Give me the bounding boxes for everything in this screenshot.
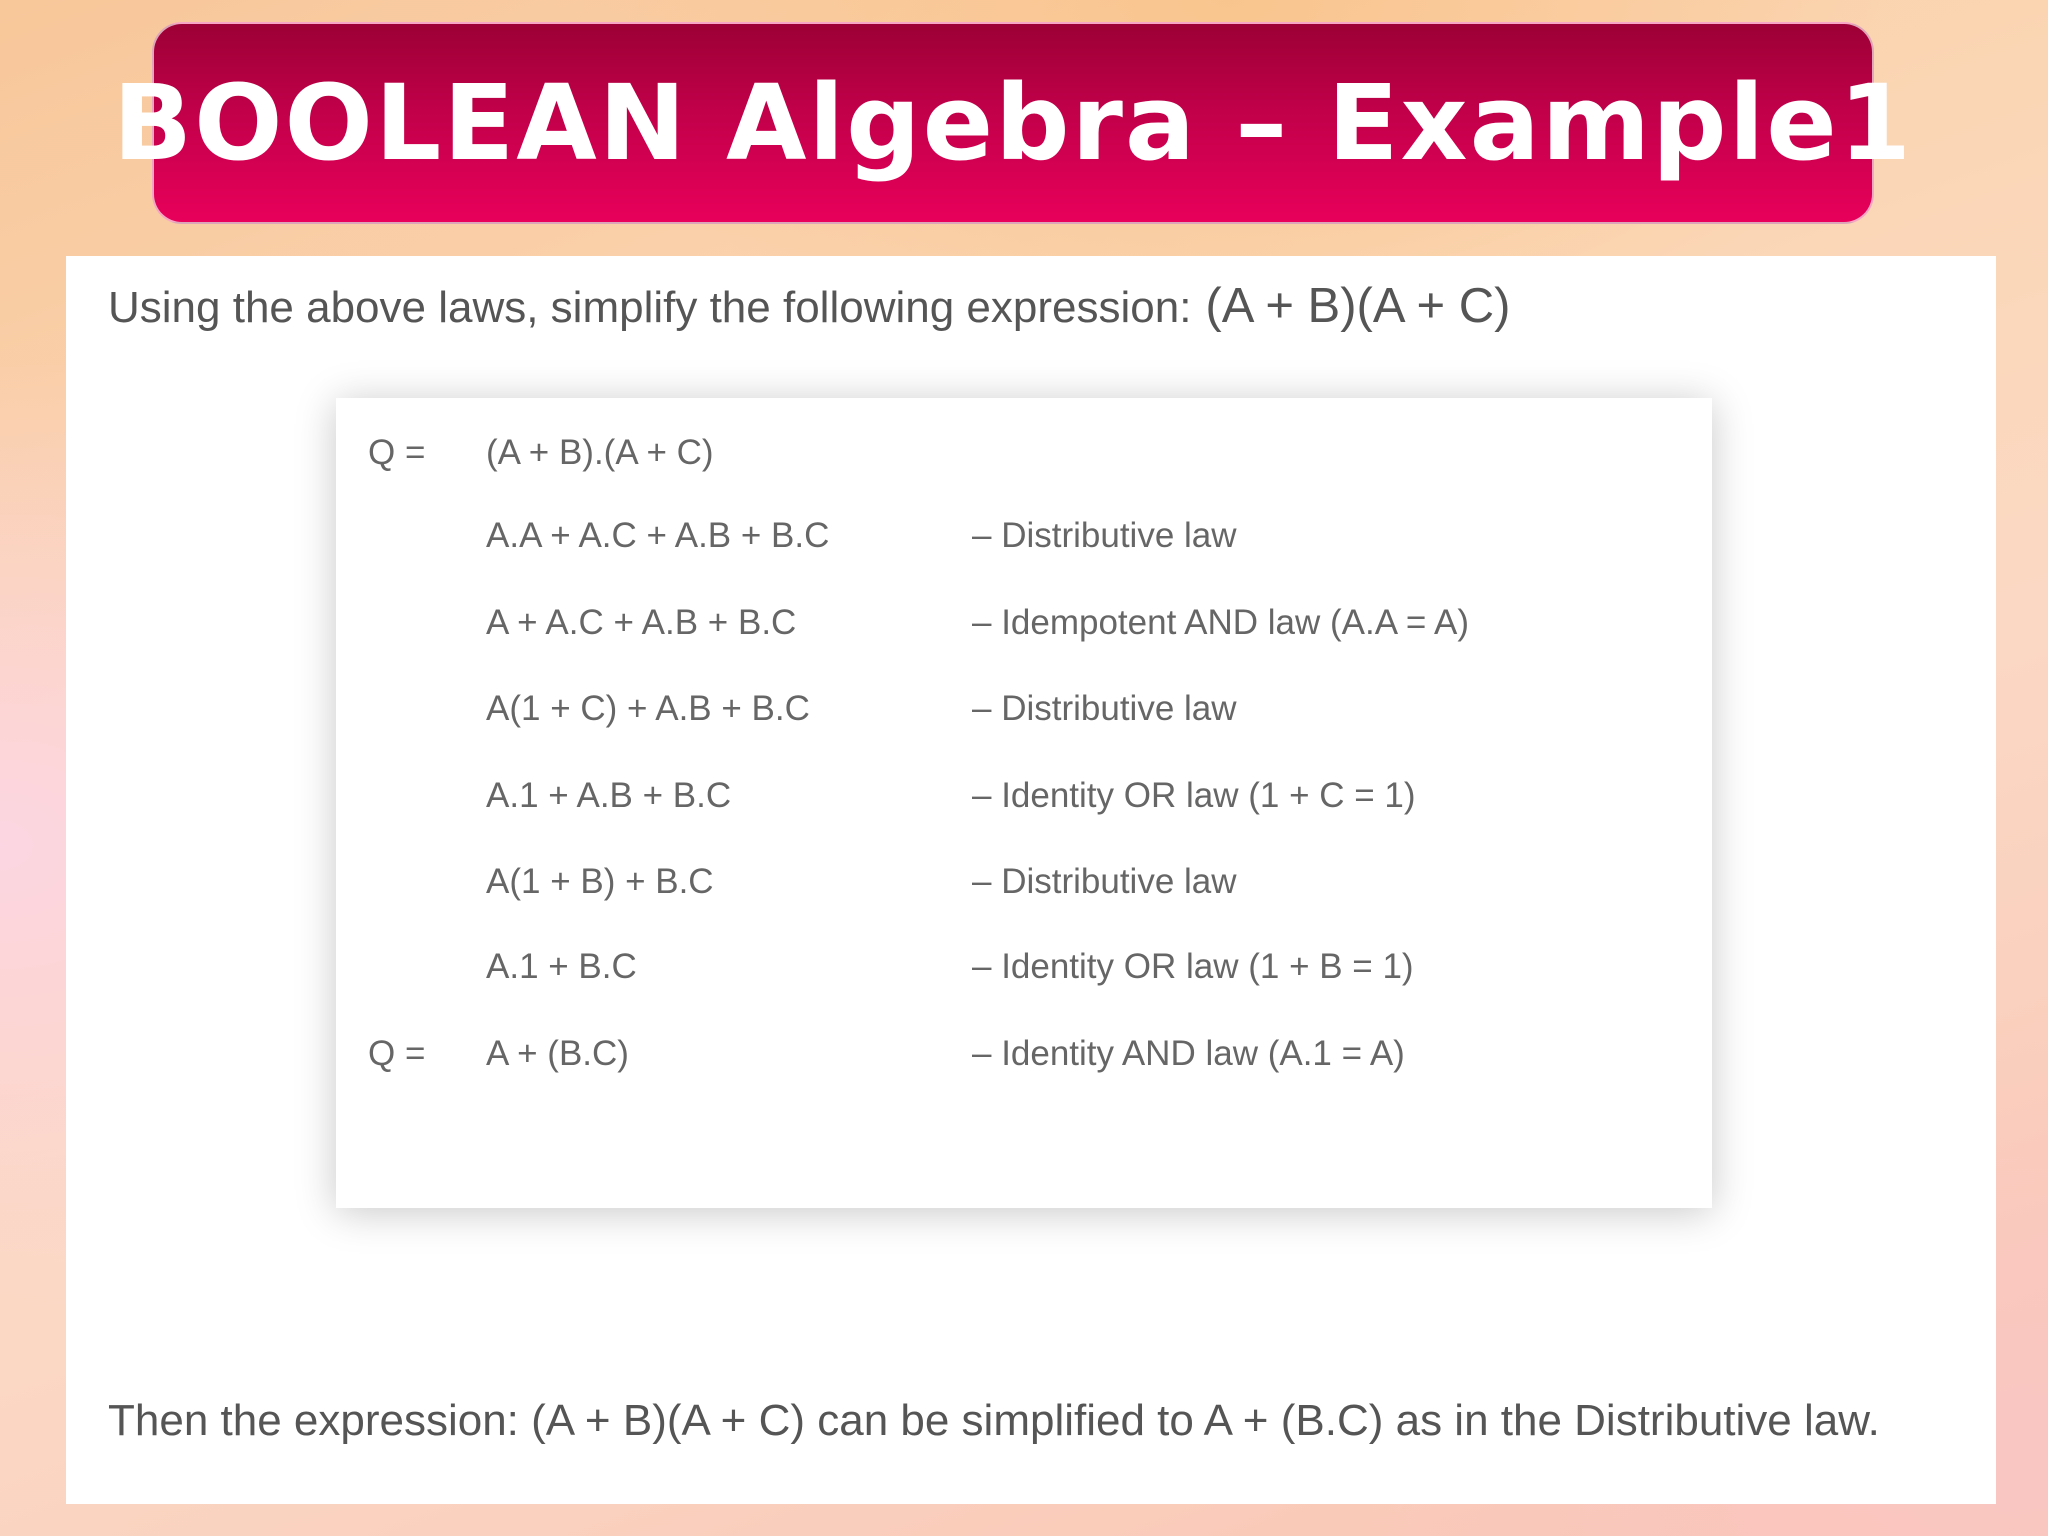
title-banner	[112, 22, 1914, 224]
step-expression: A(1 + B) + B.C	[486, 862, 714, 901]
step-law: – Distributive law	[972, 862, 1237, 901]
step-expression: A.A + A.C + A.B + B.C	[486, 516, 830, 555]
step-expression: A + A.C + A.B + B.C	[486, 603, 797, 642]
conclusion-text: Then the expression: (A + B)(A + C) can be simplified to A + (B.C) as in the Distributive law.	[108, 1396, 1880, 1445]
slide-title: BOOLEAN Algebra – Example1	[112, 62, 1914, 184]
step-law: – Identity OR law (1 + B = 1)	[972, 947, 1414, 986]
intro-expression: (A + B)(A + C)	[1205, 279, 1511, 333]
step-law: – Idempotent AND law (A.A = A)	[972, 603, 1470, 642]
step-law: – Identity AND law (A.1 = A)	[972, 1034, 1405, 1073]
step-expression: (A + B).(A + C)	[486, 433, 714, 472]
step-expression: A.1 + B.C	[486, 947, 637, 986]
step-law: – Distributive law	[972, 689, 1237, 728]
step-prefix: Q =	[368, 433, 426, 472]
intro-line	[108, 278, 1510, 334]
step-expression: A + (B.C)	[486, 1034, 629, 1073]
step-expression: A(1 + C) + A.B + B.C	[486, 689, 810, 728]
step-prefix: Q =	[368, 1034, 426, 1073]
intro-text: Using the above laws, simplify the following expression:	[108, 283, 1192, 332]
step-law: – Distributive law	[972, 516, 1237, 555]
content-panel	[66, 256, 1996, 1504]
simplification-steps-box	[336, 398, 1712, 1208]
step-law: – Identity OR law (1 + C = 1)	[972, 776, 1416, 815]
step-expression: A.1 + A.B + B.C	[486, 776, 732, 815]
